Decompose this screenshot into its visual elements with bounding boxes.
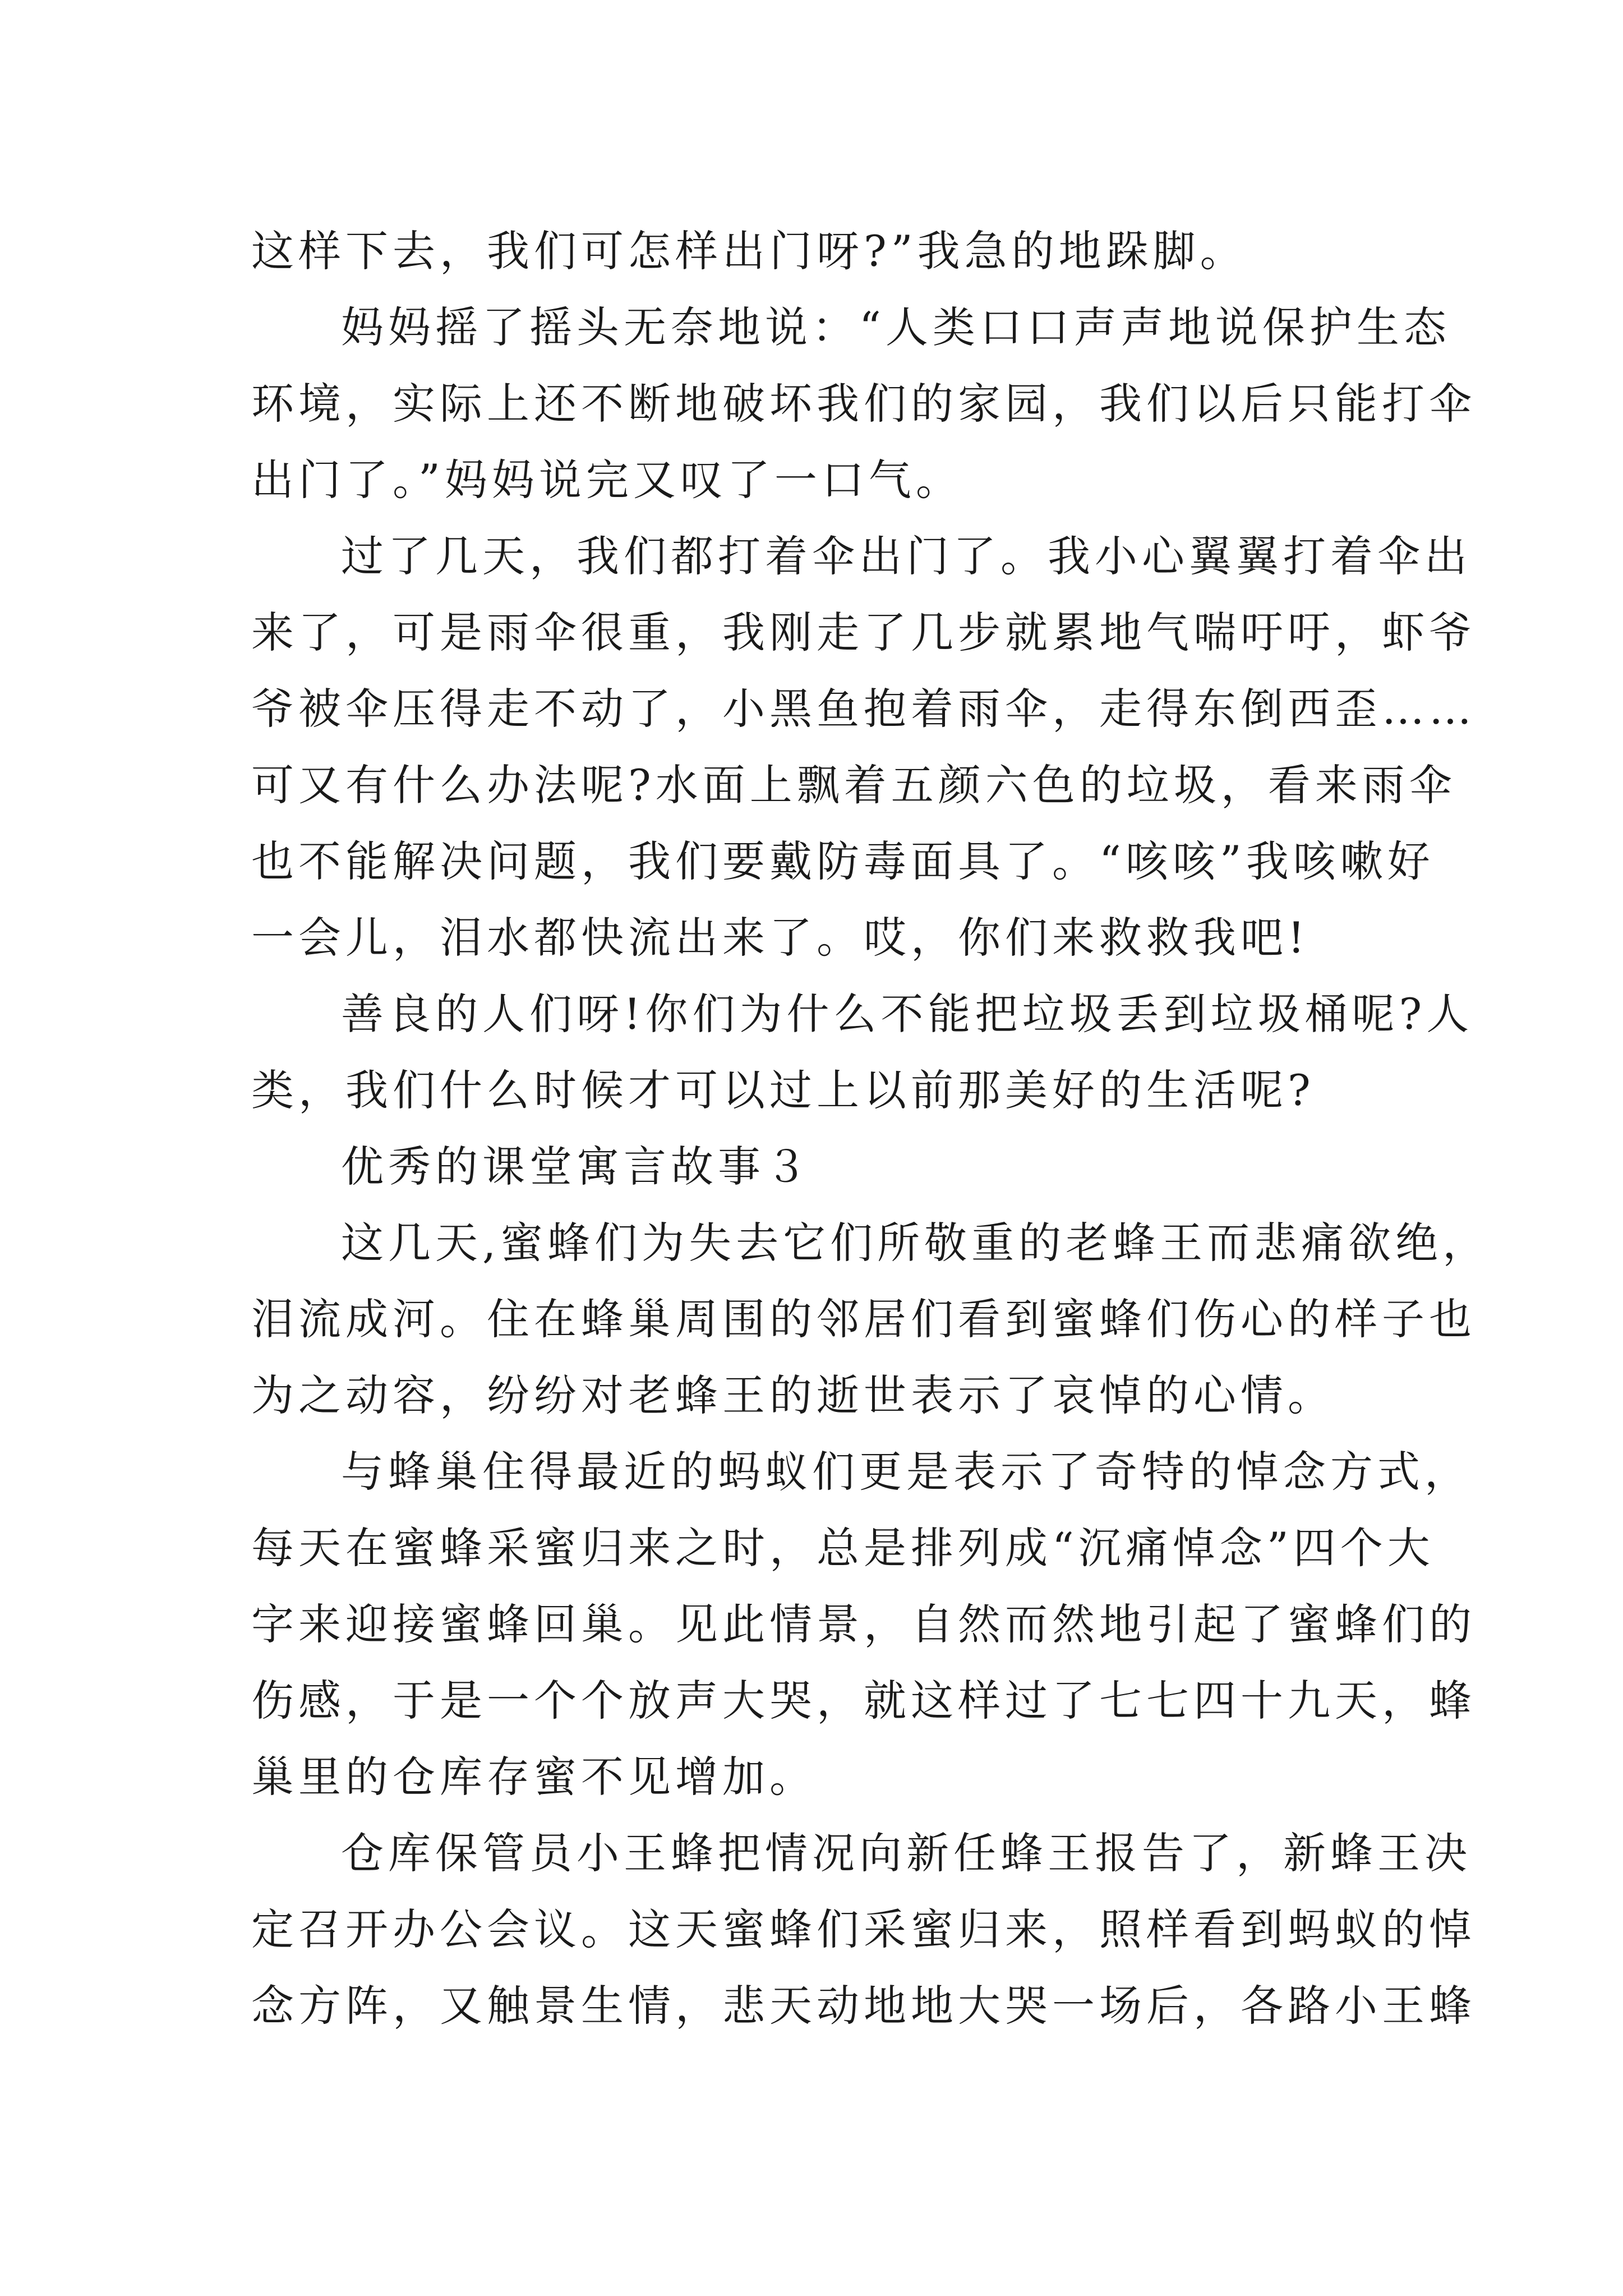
paragraph-line: 可又有什么办法呢?水面上飘着五颜六色的垃圾，看来雨伞: [251, 760, 1456, 810]
paragraph-first-line: 善良的人们呀!你们为什么不能把垃圾丢到垃圾桶呢?人: [341, 989, 1474, 1039]
paragraph-line: 定召开办公会议。这天蜜蜂们采蜜归来，照样看到蚂蚁的悼: [251, 1904, 1476, 1954]
paragraph-line: 这样下去，我们可怎样出门呀?”我急的地跺脚。: [251, 226, 1247, 276]
paragraph-line: 来了，可是雨伞很重，我刚走了几步就累地气喘吁吁，虾爷: [251, 608, 1476, 657]
paragraph-first-line: 与蜂巢住得最近的蚂蚁们更是表示了奇特的悼念方式，: [341, 1447, 1472, 1497]
paragraph-first-line: 妈妈摇了摇头无奈地说：“人类口口声声地说保护生态: [341, 302, 1451, 352]
paragraph-line: 出门了。”妈妈说完又叹了一口气。: [251, 455, 963, 505]
body-text: [251, 213, 1490, 2044]
paragraph-first-line: 仓库保管员小王蜂把情况向新任蜂王报告了，新蜂王决: [341, 1828, 1472, 1878]
paragraph-line: 每天在蜜蜂采蜜归来之时，总是排列成“沉痛悼念”四个大: [251, 1523, 1435, 1573]
paragraph-line: 念方阵，又触景生情，悲天动地地大哭一场后，各路小王蜂: [251, 1981, 1476, 2031]
paragraph-line: 一会儿，泪水都快流出来了。哎，你们来救救我吧!: [251, 913, 1310, 963]
paragraph-line: 为之动容，纷纷对老蜂王的逝世表示了哀悼的心情。: [251, 1370, 1335, 1420]
paragraph-line: 泪流成河。住在蜂巢周围的邻居们看到蜜蜂们伤心的样子也: [251, 1294, 1476, 1344]
paragraph-first-line: 过了几天，我们都打着伞出门了。我小心翼翼打着伞出: [341, 531, 1472, 581]
paragraph-line: 字来迎接蜜蜂回巢。见此情景，自然而然地引起了蜜蜂们的: [251, 1599, 1476, 1649]
paragraph-first-line: 优秀的课堂寓言故事３: [341, 1142, 812, 1191]
paragraph-first-line: 这几天,蜜蜂们为失去它们所敬重的老蜂王而悲痛欲绝，: [341, 1218, 1490, 1268]
paragraph-line: 环境，实际上还不断地破坏我们的家园，我们以后只能打伞: [251, 379, 1476, 429]
paragraph-line: 也不能解决问题，我们要戴防毒面具了。“咳咳”我咳嗽好: [251, 836, 1435, 886]
paragraph-line: 爷被伞压得走不动了，小黑鱼抱着雨伞，走得东倒西歪……: [251, 684, 1476, 734]
paragraph-line: 伤感，于是一个个放声大哭，就这样过了七七四十九天，蜂: [251, 1676, 1476, 1726]
paragraph-line: 巢里的仓库存蜜不见增加。: [251, 1752, 817, 1802]
paragraph-line: 类，我们什么时候才可以过上以前那美好的生活呢?: [251, 1065, 1315, 1115]
